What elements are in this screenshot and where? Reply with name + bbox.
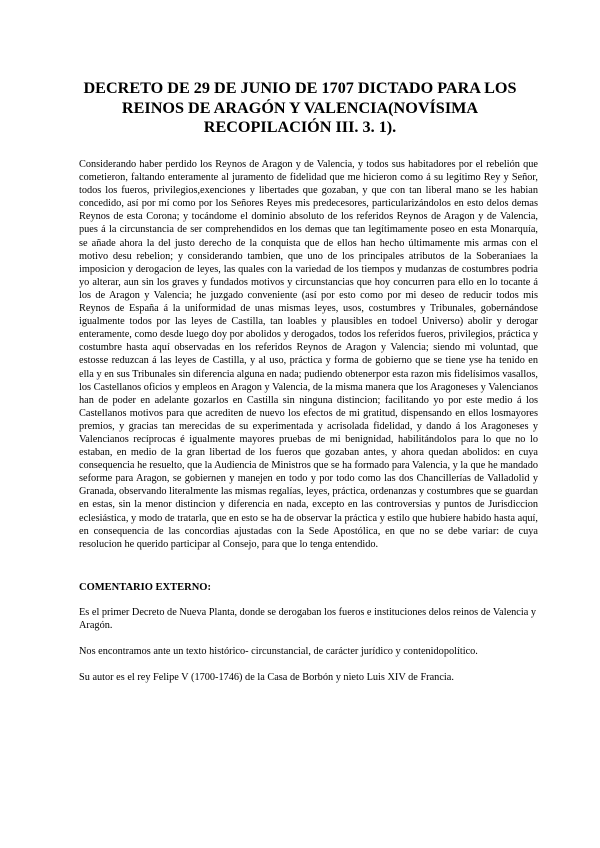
commentary-paragraph: Es el primer Decreto de Nueva Planta, donde se derogaban los fueros e instituciones delos reinos de Valencia y Aragón. bbox=[79, 607, 537, 632]
commentary-paragraph: Nos encontramos ante un texto histórico- circunstancial, de carácter jurídico y contenidopolítico. bbox=[79, 646, 478, 657]
decree-body-text: Considerando haber perdido los Reynos de Aragon y de Valencia, y todos sus habitadores por el rebelión que cometieron, faltando enteramente al juramento de fidelidad que me hicieron como á su legítimo Rey y Señor, todos los fueros, privilegios,exenciones y libertades que gozaban, y que con tan liberal mano se les habian concedido, así por mí como por los Señores Reyes mis predecesores, particularizándolos en esto delos demas Reynos de esta Corona; y tocándome el dominio absoluto de los referidos Reynos de Aragon y de Valencia, pues á la circunstancia de ser comprehendidos en los demas que tan legítimamente poseo en esta Monarquía, se añade ahora la del justo derecho de la conquista que de ellos han hecho últimamente mis armas con el motivo desu rebelion; y considerando tambien, que uno de los principales atributos de la Soberaniaes la imposicion y derogacion de leyes, las quales con la variedad de los tiempos y mudanzas de costumbres podria yo alterar, aun sin los graves y fundados motivos y circunstancias que hoy concurren para ello en lo tocante á los de Aragon y Valencia; he juzgado conveniente (así por esto como por mi deseo de reducir todos mis Reynos de España á la uniformidad de unas mismas leyes, usos, costumbres y Tribunales, gobernándose igualmente todos por las leyes de Castilla, tan loables y plausibles en todoel Universo) abolir y derogar enteramente, como desde luego doy por abolidos y derogados, todos los referidos fueros, privilegios, práctica y costumbre hasta aquí observadas en los referidos Reynos de Aragon y Valencia; siendo mi voluntad, que estosse reduzcan á las leyes de Castilla, y al uso, práctica y forma de gobierno que se tiene yse ha tenido en ella y en sus Tribunales sin diferencia alguna en nada; pudiendo obtenerpor esta razon mis fidelísimos vasallos, los Castellanos oficios y empleos en Aragon y Valencia, de la misma manera que los Aragoneses y Valencianos han de poder en adelante gozarlos en Castilla sin ninguna distincion; facilitando yo por este medio á los Castellanos motivos para que acrediten de nuevo los efectos de mi gratitud, dispensando en ellos losmayores premios, y gracias tan merecidas de su experimentada y acrisolada fidelidad, y dando á los Aragoneses y Valencianos recíprocas é igualmente mayores pruebas de mi benignidad, habilitándolos para lo que no lo estaban, en medio de la gran libertad de los fueros que gozaban antes, y ahora quedan abolidos: en cuya consequencia he resuelto, que la Audiencia de Ministros que se ha formado para Valencia, y la que he mandado seforme para Aragon, se gobiernen y manejen en todo y por todo como las dos Chancillerías de Valladolid y Granada, observando literalmente las mismas regalías, leyes, práctica, ordenanzas y costumbres que se guardan en estas, sin la menor distincion y diferencia en nada, excepto en las controversias y puntos de Jurisdiccion eclesiástica, y modo de tratarla, que en esto se ha de observar la práctica y estilo que hubiere habido hasta aquí, en consequencia de las concordias ajustadas con la Sede Apostólica, en que no se debe variar: de cuya resolucion he querido participar al Consejo, para que lo tenga entendido. bbox=[79, 159, 538, 550]
commentary-paragraph: Su autor es el rey Felipe V (1700-1746) de la Casa de Borbón y nieto Luis XIV de Francia. bbox=[79, 672, 454, 683]
commentary-heading: COMENTARIO EXTERNO: bbox=[79, 582, 211, 593]
document-title: DECRETO DE 29 DE JUNIO DE 1707 DICTADO PARA LOS REINOS DE ARAGÓN Y VALENCIA(NOVÍSIMA RECOPILACIÓN III. 3. 1). bbox=[83, 79, 517, 136]
